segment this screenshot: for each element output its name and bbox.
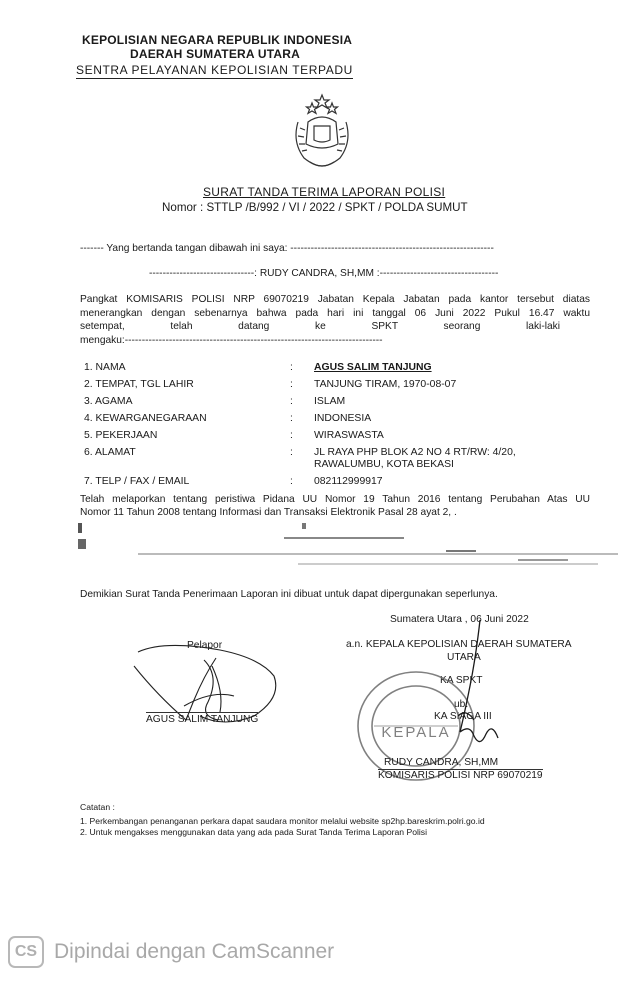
- identity-value: AGUS SALIM TANJUNG: [314, 362, 432, 373]
- identity-value: 082112999917: [314, 476, 383, 487]
- identity-label: 3. AGAMA: [84, 396, 133, 407]
- identity-value: JL RAYA PHP BLOK A2 NO 4 RT/RW: 4/20,: [314, 447, 516, 458]
- notes-title: Catatan :: [80, 802, 115, 812]
- authority-line-1: a.n. KEPALA KEPOLISIAN DAERAH SUMATERA: [346, 639, 572, 650]
- intro-paragraph-2: menerangkan dengan sebenarnya bahwa pada hari ini tanggal 06 Juni 2022 Pukul 16.47 waktu: [80, 308, 590, 319]
- authority-line-5: KA SIAGA III: [434, 711, 492, 722]
- header-line-1: KEPOLISIAN NEGARA REPUBLIK INDONESIA: [82, 33, 353, 47]
- identity-value: INDONESIA: [314, 413, 372, 424]
- stamp-text: KEPALA: [381, 724, 451, 741]
- identity-label: 6. ALAMAT: [84, 447, 136, 458]
- identity-value: TANJUNG TIRAM, 1970-08-07: [314, 379, 457, 390]
- report-line-1: Telah melaporkan tentang peristiwa Pidana UU Nomor 19 Tahun 2016 tentang Perubahan Atas UU: [80, 494, 590, 505]
- identity-label: 4. KEWARGANEGARAAN: [84, 413, 207, 424]
- closing-sentence: Demikian Surat Tanda Penerimaan Laporan ini dibuat untuk dapat dipergunakan seperlunya.: [80, 589, 498, 600]
- report-line-2: Nomor 11 Tahun 2008 tentang Informasi dan Transaksi Elektronik Pasal 28 ayat 2, .: [80, 507, 457, 518]
- intro-paragraph-3: setempat, telah datang ke SPKT seorang laki-laki: [80, 321, 560, 332]
- officer-name-line: [149, 268, 498, 279]
- identity-colon: :: [290, 447, 293, 458]
- note-1: 1. Perkembangan penanganan perkara dapat saudara monitor melalui website sp2hp.bareskrim.polri.go.id: [80, 816, 485, 826]
- header-line-2: DAERAH SUMATERA UTARA: [130, 47, 300, 61]
- redacted-area: [78, 519, 606, 579]
- official-rank: KOMISARIS POLISI NRP 69070219: [378, 770, 543, 781]
- identity-colon: :: [290, 476, 293, 487]
- official-name: RUDY CANDRA, SH,MM: [384, 757, 499, 768]
- intro-paragraph-1: Pangkat KOMISARIS POLISI NRP 69070219 Jabatan Kepala Jabatan pada kantor tersebut diatas: [80, 294, 590, 305]
- note-2: 2. Untuk mengakses menggunakan data yang ada pada Surat Tanda Terima Laporan Polisi: [80, 827, 428, 837]
- authority-line-3: KA SPKT: [440, 675, 483, 686]
- identity-value-2: RAWALUMBU, KOTA BEKASI: [314, 459, 454, 470]
- camscanner-watermark: Dipindai dengan CamScanner: [54, 940, 335, 963]
- identity-label: 7. TELP / FAX / EMAIL: [84, 476, 190, 487]
- identity-value: ISLAM: [314, 396, 346, 407]
- header-line-3: SENTRA PELAYANAN KEPOLISIAN TERPADU: [76, 63, 353, 77]
- identity-colon: :: [290, 413, 293, 424]
- document-title: SURAT TANDA TERIMA LAPORAN POLISI: [203, 185, 446, 199]
- identity-colon: :: [290, 379, 293, 390]
- officer-name: -------------------------------: RUDY CANDRA, SH,MM :-----------------------------------: [149, 268, 499, 279]
- identity-label: 5. PEKERJAAN: [84, 430, 158, 441]
- authority-line-2: UTARA: [447, 652, 481, 663]
- identity-value: WIRASWASTA: [314, 430, 384, 441]
- intro-paragraph-4: mengaku:----------------------------------------------------------------------------: [80, 335, 383, 346]
- police-emblem-icon: [288, 92, 356, 172]
- document-number: Nomor : STTLP /B/992 / VI / 2022 / SPKT / POLDA SUMUT: [162, 201, 468, 214]
- place-date: Sumatera Utara , 06 Juni 2022: [390, 614, 529, 625]
- camscanner-logo-icon: CS: [8, 936, 44, 968]
- identity-colon: :: [290, 396, 293, 407]
- authority-line-4: ub.: [454, 699, 469, 710]
- identity-label: 1. NAMA: [84, 362, 126, 373]
- identity-colon: :: [290, 430, 293, 441]
- reporter-name: AGUS SALIM TANJUNG: [146, 714, 259, 725]
- identity-label: 2. TEMPAT, TGL LAHIR: [84, 379, 194, 390]
- identity-colon: :: [290, 362, 293, 373]
- reporter-role: Pelapor: [187, 640, 223, 651]
- intro-line: ------- Yang bertanda tangan dibawah ini saya: ------------------------------------------------------------: [80, 243, 494, 254]
- official-signature-icon: [440, 616, 502, 756]
